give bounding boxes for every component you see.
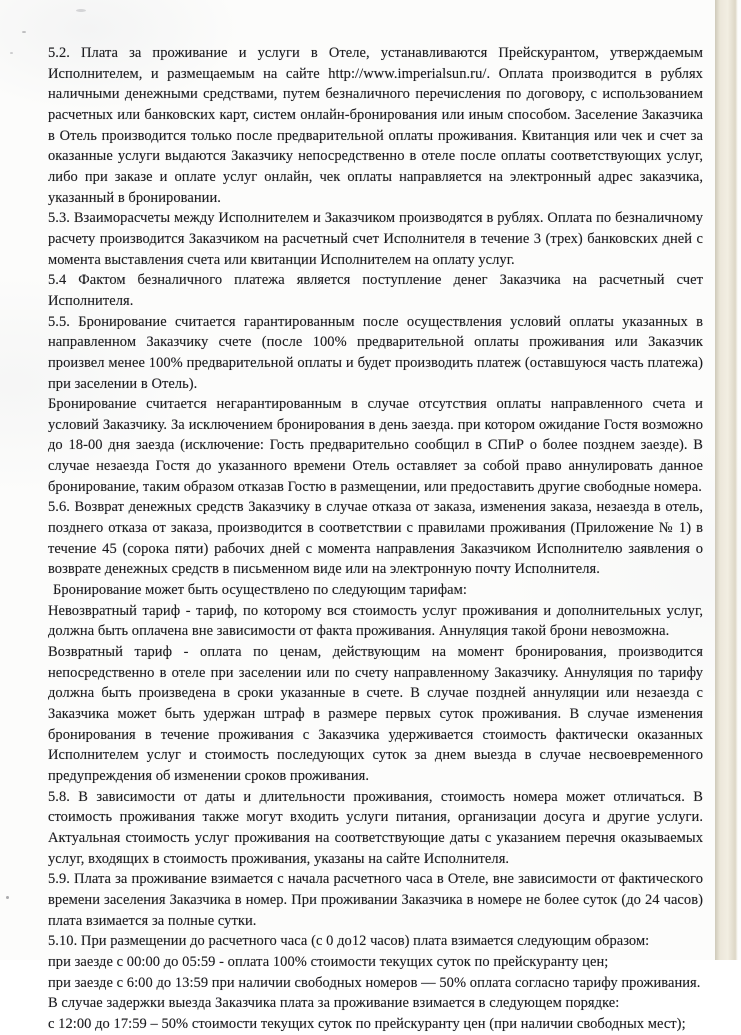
paragraph-non-refundable-tariff: Невозвратный тариф - тариф, по которому вся стоимость услуг проживания и дополнительных услуг, должна быть оплачена вне зависимости от факта проживания. Аннуляция такой брони невозможна. [48, 602, 703, 640]
paragraph-5-10-a: при заезде с 00:00 до 05:59 - оплата 100% стоимости текущих суток по прейскуранту цен; [48, 953, 609, 970]
paragraph-5-2: 5.2. Плата за проживание и услуги в Отеле, устанавливаются Прейскурантом, утверждаемым Исполнителем, и размещаемым на сайте http://www.imperialsun.ru/. Оплата производится в рублях наличными денежными средствами, путем безналичного перечисления по договору, с использованием расчетных или банковских карт, систем онлайн-бронирования или иным способом. Заселение Заказчика в Отель производится только после предварительной оплаты проживания. Квитанция или чек и счет за оказанные услуги выдаются Заказчику непосредственно в отеле после оплаты соответствующих услуг, либо при заказе и оплате услуг онлайн, чек оплаты направляется на электронный адрес заказчика, указанный в бронировании. [48, 45, 703, 206]
paragraph-5-3: 5.3. Взаиморасчеты между Исполнителем и Заказчиком производятся в рублях. Оплата по безналичному расчету производится Заказчиком на расчетный счет Исполнителя в течение 3 (трех) банковских дней с момента выставления счета или квитанции Исполнителем на оплату услуг. [48, 210, 703, 268]
contract-text-block [48, 43, 703, 1035]
paragraph-5-6: 5.6. Возврат денежных средств Заказчику в случае отказа от заказа, изменения заказа, незаезда в отель, позднего отказа от заказа, производится в соответствии с правилами проживания (Приложение № 1) в течение 45 (сорока пяти) рабочих дней с момента направления Заказчиком Исполнителю заявления о возврате денежных средств в письменном виде или на электронную почту Исполнителя. [48, 499, 703, 578]
paragraph-late-checkout-intro: В случае задержки выезда Заказчика плата за проживание взимается в следующем порядке: [48, 995, 620, 1012]
paragraph-5-5-note: Бронирование считается негарантированным в случае отсутствия оплаты направленного счета и условий Заказчику. За исключением бронирования в день заезда. при котором ожидание Гостя возможно до 18-00 дня заезда (исключение: Гость предварительно сообщил в СПиР о более позднем заезде). В случае незаезда Гостя до указанного времени Отель оставляет за собой право аннулировать данное бронирование, таким образом отказав Гостю в размещении, или предоставить другие свободные номера. [48, 396, 703, 495]
paragraph-tariffs-intro: Бронирование может быть осуществлено по следующим тарифам: [53, 582, 467, 599]
scan-speck [76, 9, 86, 12]
paragraph-5-10-b: при заезде с 6:00 до 13:59 при наличии свободных номеров — 50% оплата согласно тарифу проживания. [48, 974, 701, 991]
scan-speck [10, 52, 13, 54]
scan-speck [6, 896, 9, 899]
paragraph-5-4: 5.4 Фактом безналичного платежа является поступление денег Заказчика на расчетный счет Исполнителя. [48, 272, 703, 309]
paragraph-5-5: 5.5. Бронирование считается гарантированным после осуществления условий оплаты указанных в направленном Заказчику счете (после 100% предварительной оплаты проживания или Заказчик произвел менее 100% предварительной оплаты и будет производить платеж (оставшуюся часть платежа) при заселении в Отель). [48, 313, 703, 392]
scan-speck [22, 31, 26, 33]
paragraph-refundable-tariff: Возвратный тариф - оплата по ценам, действующим на момент бронирования, производится непосредственно в отеле при заселении или по счету направленному Заказчику. Аннуляция по тарифу должна быть произведена в сроки указанные в счете. В случае поздней аннуляции или незаезда с Заказчика может быть удержан штраф в размере первых суток проживания. В случае изменения бронирования в течение проживания с Заказчика удерживается стоимость фактически оказанных Исполнителем услуг и стоимость последующих суток за днем выезда в случае несвоевременного предупреждения об изменении сроков проживания. [48, 644, 703, 784]
paragraph-late-checkout-a: с 12:00 до 17:59 – 50% стоимости текущих суток по прейскуранту цен (при наличии свободных мест); [48, 1015, 686, 1032]
paragraph-5-10: 5.10. При размещении до расчетного часа (с 0 до12 часов) плата взимается следующим образом: [48, 933, 650, 950]
scan-edge-strip [715, 0, 738, 960]
paragraph-5-8: 5.8. В зависимости от даты и длительности проживания, стоимость номера может отличаться. В стоимость проживания также могут входить услуги питания, организации досуга и другие услуги. Актуальная стоимость услуг проживания на соответствующие даты с указанием перечня оказываемых услуг, входящих в стоимость проживания, указаны на сайте Исполнителя. [48, 788, 703, 867]
paragraph-5-9: 5.9. Плата за проживание взимается с начала расчетного часа в Отеле, вне зависимости от фактического времени заселения Заказчика в номер. При проживании Заказчика в номере не более суток (до 24 часов) плата взимается за полные сутки. [48, 871, 703, 929]
